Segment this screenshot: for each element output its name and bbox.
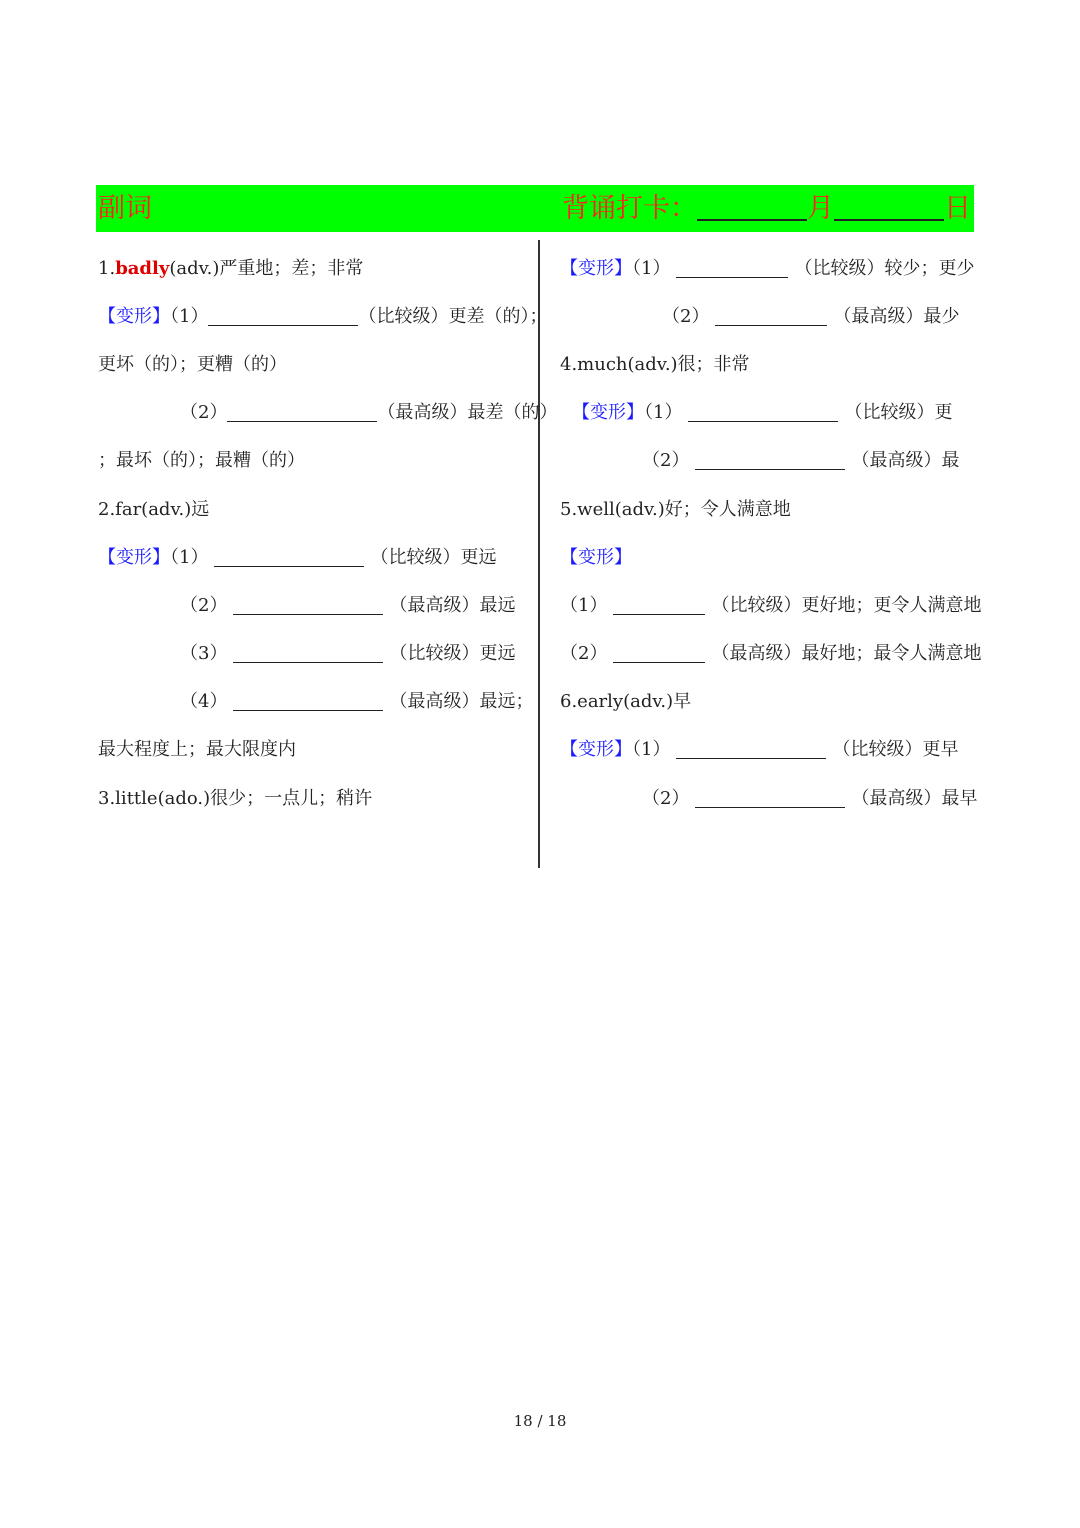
- tag-label: 【变形】: [560, 739, 632, 760]
- answer-blank[interactable]: [695, 451, 845, 470]
- answer-blank[interactable]: [613, 596, 705, 615]
- day-label: 日: [944, 193, 971, 224]
- tag-label: 【变形】: [98, 547, 170, 568]
- month-label: 月: [807, 193, 834, 224]
- entry-2-form-2: （2） （最高级）最远: [180, 595, 516, 616]
- answer-blank[interactable]: [688, 403, 838, 422]
- section-title: 副词: [98, 193, 152, 224]
- answer-blank[interactable]: [676, 740, 826, 759]
- entry-2-form-4-cont: 最大程度上；最大限度内: [98, 739, 296, 760]
- entry-4-form-2: （2） （最高级）最: [642, 450, 960, 471]
- answer-blank[interactable]: [233, 692, 383, 711]
- checkin-area: [562, 185, 971, 232]
- entry-1: 1.badly(adv.)严重地；差；非常: [98, 258, 364, 279]
- answer-blank[interactable]: [233, 596, 383, 615]
- entry-5: 5.well(adv.)好；令人满意地: [560, 499, 791, 520]
- page-number: 18 / 18: [513, 1412, 567, 1430]
- entry-5-tag: [560, 546, 632, 570]
- checkin-label: 背诵打卡：: [562, 193, 697, 224]
- answer-blank[interactable]: [695, 789, 845, 808]
- day-blank[interactable]: [834, 189, 944, 221]
- entry-3-form-1: 【变形】（1） （比较级）较少；更少: [560, 258, 975, 279]
- keyword-badly: badly: [115, 258, 170, 279]
- answer-blank[interactable]: [214, 548, 364, 567]
- entry-1-form-1-cont: 更坏（的）；更糟（的）: [98, 354, 287, 375]
- answer-blank[interactable]: [676, 259, 788, 278]
- entry-4: 4.much(adv.)很；非常: [560, 354, 750, 375]
- entry-3: 3.little(ado.)很少；一点儿；稍许: [98, 788, 373, 809]
- answer-blank[interactable]: [227, 403, 377, 422]
- entry-4-form-1: 【变形】（1） （比较级）更: [572, 402, 953, 423]
- entry-6-form-1: 【变形】（1） （比较级）更早: [560, 739, 959, 760]
- entry-1-form-2: （2） （最高级）最差（的）: [180, 402, 558, 423]
- answer-blank[interactable]: [233, 644, 383, 663]
- entry-2-form-1: 【变形】（1） （比较级）更远: [98, 547, 497, 568]
- column-divider: [538, 240, 540, 868]
- entry-1-form-2-cont: ；最坏（的）；最糟（的）: [98, 450, 305, 471]
- entry-2-form-3: （3） （比较级）更远: [180, 643, 516, 664]
- entry-6-form-2: （2） （最高级）最早: [642, 788, 978, 809]
- entry-2-form-4: （4） （最高级）最远；: [180, 691, 534, 712]
- entry-5-form-2: （2） （最高级）最好地；最令人满意地: [560, 643, 982, 664]
- entry-3-form-2: （2） （最高级）最少: [662, 306, 960, 327]
- answer-blank[interactable]: [613, 644, 705, 663]
- entry-6: 6.early(adv.)早: [560, 691, 692, 712]
- section-header: [96, 185, 974, 232]
- answer-blank[interactable]: [715, 307, 827, 326]
- tag-label: 【变形】: [98, 306, 170, 327]
- tag-label: 【变形】: [560, 258, 632, 279]
- entry-5-form-1: （1） （比较级）更好地；更令人满意地: [560, 595, 982, 616]
- entry-2: 2.far(adv.)远: [98, 499, 210, 520]
- entry-1-form-1: 【变形】（1） （比较级）更差（的）；: [98, 306, 548, 327]
- tag-label: 【变形】: [572, 402, 644, 423]
- tag-label: 【变形】: [560, 547, 632, 568]
- month-blank[interactable]: [697, 189, 807, 221]
- answer-blank[interactable]: [208, 307, 358, 326]
